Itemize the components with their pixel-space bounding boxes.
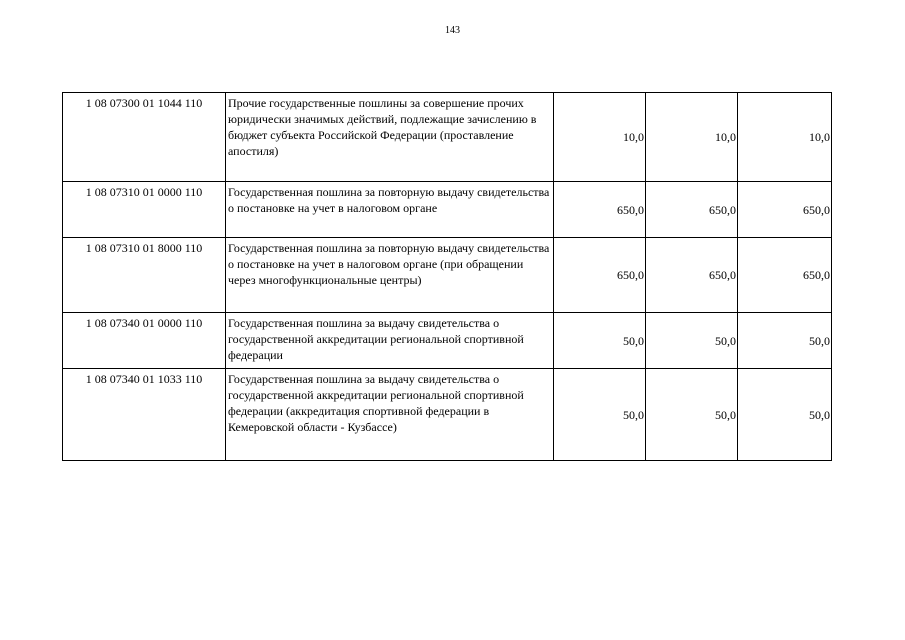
table-row: [63, 369, 832, 461]
amount-cell-3: 50,0: [738, 313, 832, 369]
amount-cell-2: 650,0: [646, 182, 738, 238]
table-row: [63, 182, 832, 238]
table-row: [63, 93, 832, 182]
amount-cell-3: 650,0: [738, 238, 832, 313]
table-row: [63, 238, 832, 313]
page-number: 143: [445, 25, 460, 36]
description-cell: Государственная пошлина за выдачу свидетельства о государственной аккредитации региональной спортивной федерации (аккредитация спортивной федерации в Кемеровской области - Кузбассе): [226, 369, 554, 461]
amount-cell-2: 650,0: [646, 238, 738, 313]
table-row: [63, 313, 832, 369]
revenue-code-cell: 1 08 07310 01 8000 110: [63, 238, 226, 313]
amount-cell-1: 50,0: [554, 369, 646, 461]
revenue-code-cell: 1 08 07310 01 0000 110: [63, 182, 226, 238]
description-cell: Государственная пошлина за повторную выдачу свидетельства о постановке на учет в налоговом органе: [226, 182, 554, 238]
amount-cell-2: 50,0: [646, 369, 738, 461]
description-cell: Государственная пошлина за повторную выдачу свидетельства о постановке на учет в налоговом органе (при обращении через многофункциональные центры): [226, 238, 554, 313]
amount-cell-3: 650,0: [738, 182, 832, 238]
amount-cell-1: 650,0: [554, 238, 646, 313]
amount-cell-1: 650,0: [554, 182, 646, 238]
description-cell: Прочие государственные пошлины за совершение прочих юридически значимых действий, подлежащие зачислению в бюджет субъекта Российской Федерации (проставление апостиля): [226, 93, 554, 182]
amount-cell-3: 50,0: [738, 369, 832, 461]
amount-cell-1: 50,0: [554, 313, 646, 369]
revenue-code-cell: 1 08 07340 01 1033 110: [63, 369, 226, 461]
revenue-code-cell: 1 08 07340 01 0000 110: [63, 313, 226, 369]
budget-revenue-table: [62, 92, 832, 461]
description-cell: Государственная пошлина за выдачу свидетельства о государственной аккредитации региональной спортивной федерации: [226, 313, 554, 369]
amount-cell-2: 10,0: [646, 93, 738, 182]
amount-cell-2: 50,0: [646, 313, 738, 369]
amount-cell-1: 10,0: [554, 93, 646, 182]
revenue-code-cell: 1 08 07300 01 1044 110: [63, 93, 226, 182]
amount-cell-3: 10,0: [738, 93, 832, 182]
